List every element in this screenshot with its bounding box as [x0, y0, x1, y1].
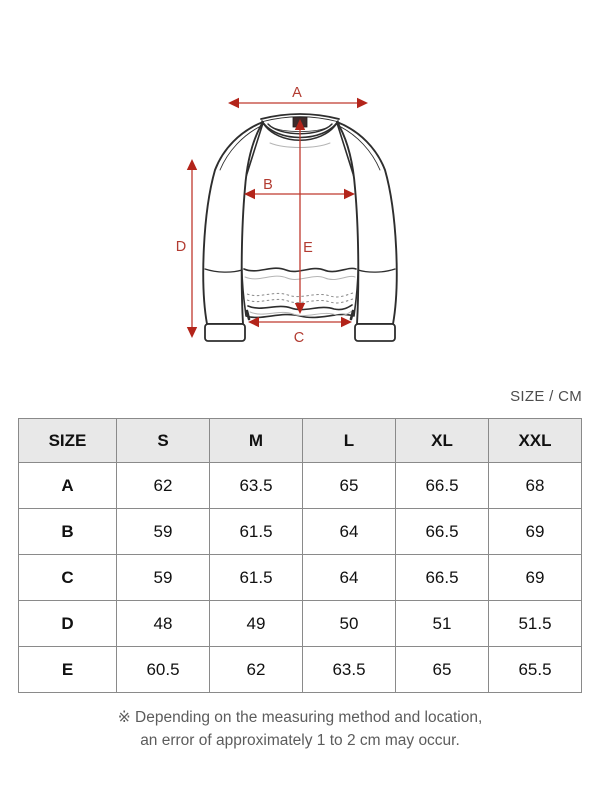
measure-arrow-a — [228, 85, 368, 108]
column-header-xl: XL — [396, 419, 489, 463]
row-header-e: E — [19, 647, 117, 693]
table-row-d — [19, 601, 582, 647]
size-value: 65 — [396, 647, 489, 693]
measure-arrow-d — [176, 159, 197, 338]
size-chart-header-row — [19, 419, 582, 463]
right-cuff — [355, 324, 395, 341]
measure-label-e: E — [303, 240, 313, 256]
size-value: 59 — [117, 555, 210, 601]
disclaimer-line-1: ※ Depending on the measuring method and location, — [117, 709, 483, 726]
size-value: 66.5 — [396, 555, 489, 601]
size-value: 68 — [489, 463, 582, 509]
size-value: 60.5 — [117, 647, 210, 693]
left-cuff — [205, 324, 245, 341]
column-header-size: SIZE — [19, 419, 117, 463]
measure-label-b: B — [263, 177, 273, 193]
column-header-m: M — [210, 419, 303, 463]
measure-label-c: C — [293, 330, 305, 346]
column-header-s: S — [117, 419, 210, 463]
size-value: 62 — [117, 463, 210, 509]
table-row-e — [19, 647, 582, 693]
size-value: 64 — [303, 555, 396, 601]
size-value: 65.5 — [489, 647, 582, 693]
size-value: 49 — [210, 601, 303, 647]
size-value: 65 — [303, 463, 396, 509]
row-header-b: B — [19, 509, 117, 555]
size-value: 51 — [396, 601, 489, 647]
size-value: 51.5 — [489, 601, 582, 647]
row-header-d: D — [19, 601, 117, 647]
row-header-a: A — [19, 463, 117, 509]
measure-arrow-c — [248, 317, 352, 346]
table-row-b — [19, 509, 582, 555]
measurement-disclaimer — [0, 706, 600, 752]
measure-label-a: A — [292, 85, 302, 101]
size-value: 66.5 — [396, 509, 489, 555]
size-value: 66.5 — [396, 463, 489, 509]
column-header-l: L — [303, 419, 396, 463]
table-row-c — [19, 555, 582, 601]
disclaimer-line-2: an error of approximately 1 to 2 cm may occur. — [140, 732, 460, 749]
size-value: 63.5 — [303, 647, 396, 693]
size-value: 50 — [303, 601, 396, 647]
table-row-a — [19, 463, 582, 509]
size-unit-label: SIZE / CM — [510, 388, 582, 405]
row-header-c: C — [19, 555, 117, 601]
column-header-xxl: XXL — [489, 419, 582, 463]
size-value: 69 — [489, 509, 582, 555]
size-value: 61.5 — [210, 509, 303, 555]
size-value: 63.5 — [210, 463, 303, 509]
size-value: 61.5 — [210, 555, 303, 601]
size-value: 62 — [210, 647, 303, 693]
sweatshirt-measurement-diagram — [0, 0, 600, 380]
size-chart-table — [18, 418, 582, 693]
size-value: 64 — [303, 509, 396, 555]
size-value: 69 — [489, 555, 582, 601]
size-value: 59 — [117, 509, 210, 555]
measure-label-d: D — [175, 239, 187, 255]
size-value: 48 — [117, 601, 210, 647]
measurement-diagram — [0, 0, 600, 380]
